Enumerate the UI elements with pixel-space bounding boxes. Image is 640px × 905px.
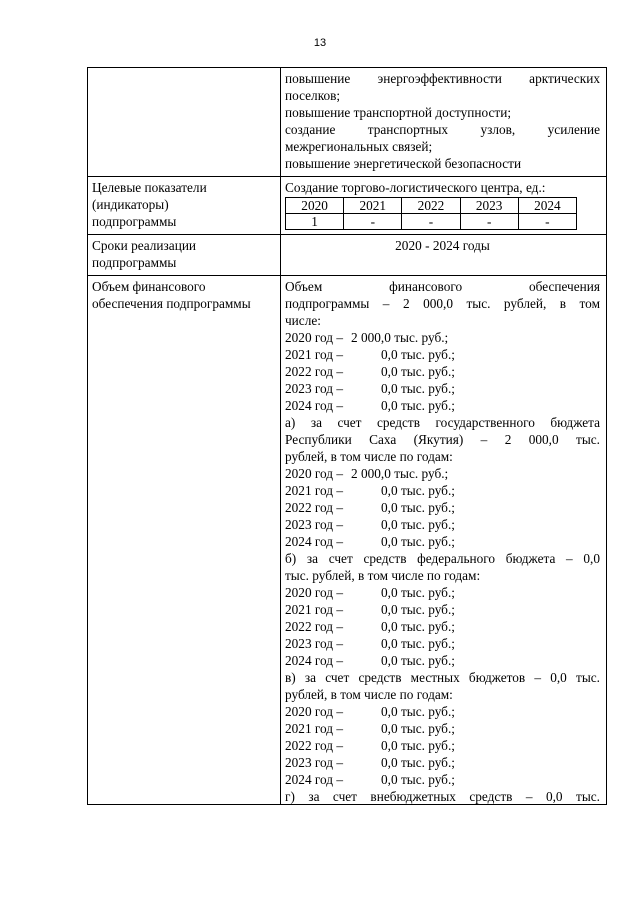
indicator-value: - xyxy=(518,214,576,230)
year-amount: 0,0 тыс. руб.; xyxy=(381,585,455,600)
terms-label: подпрограммы xyxy=(92,255,177,270)
indicator-year: 2024 xyxy=(518,198,576,214)
year-label: 2021 год – xyxy=(285,483,344,498)
finance-text-line: тыс. рублей, в том числе по годам: xyxy=(285,568,481,583)
goal-line: поселков; xyxy=(285,88,341,103)
total-by-year-list xyxy=(285,329,600,414)
local-budget-by-year-list xyxy=(285,703,600,788)
year-amount-line xyxy=(285,737,600,754)
indicators-label-cell xyxy=(88,177,281,235)
page-number: 13 xyxy=(313,37,327,49)
year-label: 2023 год – xyxy=(285,517,344,532)
year-amount: 0,0 тыс. руб.; xyxy=(381,738,455,753)
table-row xyxy=(88,235,607,276)
year-amount-line xyxy=(285,516,600,533)
year-amount: 0,0 тыс. руб.; xyxy=(381,534,455,549)
finance-text-line: г) за счет внебюджетных средств – 0,0 тыс. xyxy=(285,789,600,804)
year-amount: 0,0 тыс. руб.; xyxy=(381,381,455,396)
goal-line: межрегиональных связей; xyxy=(285,139,433,154)
year-label: 2023 год – xyxy=(285,636,344,651)
year-amount: 0,0 тыс. руб.; xyxy=(381,772,455,787)
year-amount-line xyxy=(285,482,600,499)
goals-value-cell xyxy=(281,68,607,177)
year-amount: 0,0 тыс. руб.; xyxy=(381,483,455,498)
indicator-year: 2022 xyxy=(402,198,460,214)
year-amount-line xyxy=(285,499,600,516)
year-amount-line xyxy=(285,754,600,771)
finance-label: обеспечения подпрограммы xyxy=(92,296,251,311)
finance-label-cell xyxy=(88,276,281,805)
federal-budget-by-year-list xyxy=(285,584,600,669)
finance-label: Объем финансового xyxy=(92,279,206,294)
indicator-value: - xyxy=(460,214,518,230)
year-amount-line xyxy=(285,703,600,720)
table-row xyxy=(88,177,607,235)
year-amount: 0,0 тыс. руб.; xyxy=(381,500,455,515)
indicator-year: 2023 xyxy=(460,198,518,214)
goals-label-cell xyxy=(88,68,281,177)
goal-line: повышение энергоэффективности арктических xyxy=(285,71,600,86)
finance-text-line: рублей, в том числе по годам: xyxy=(285,687,453,702)
indicator-year: 2021 xyxy=(344,198,402,214)
year-amount: 0,0 тыс. руб.; xyxy=(381,347,455,362)
year-amount: 0,0 тыс. руб.; xyxy=(381,364,455,379)
subprogram-passport-table xyxy=(87,67,607,805)
year-amount: 2 000,0 тыс. руб.; xyxy=(351,330,449,345)
year-amount-line xyxy=(285,771,600,788)
year-amount: 0,0 тыс. руб.; xyxy=(381,704,455,719)
year-amount-line xyxy=(285,346,600,363)
year-label: 2022 год – xyxy=(285,738,344,753)
year-amount-line xyxy=(285,533,600,550)
indicators-label: Целевые показатели xyxy=(92,180,207,195)
finance-text-line-cut xyxy=(285,788,600,804)
year-amount-line xyxy=(285,652,600,669)
indicator-caption: Создание торгово-логистического центра, ед.: xyxy=(285,180,546,195)
year-label: 2023 год – xyxy=(285,755,344,770)
year-label: 2021 год – xyxy=(285,721,344,736)
indicator-table xyxy=(285,197,577,230)
goal-line: повышение транспортной доступности; xyxy=(285,105,512,120)
indicator-value: - xyxy=(402,214,460,230)
year-amount-line xyxy=(285,720,600,737)
table-row xyxy=(88,68,607,177)
year-amount-line xyxy=(285,584,600,601)
year-label: 2023 год – xyxy=(285,381,344,396)
year-label: 2020 год – xyxy=(285,330,344,345)
year-amount: 0,0 тыс. руб.; xyxy=(381,398,455,413)
indicators-label: (индикаторы) xyxy=(92,197,169,212)
year-amount: 2 000,0 тыс. руб.; xyxy=(351,466,449,481)
finance-text-line: Объем финансового обеспечения xyxy=(285,279,600,294)
terms-value-cell xyxy=(281,235,607,276)
indicator-values-row xyxy=(286,214,577,230)
year-amount-line xyxy=(285,363,600,380)
finance-text-line: Республики Саха (Якутия) – 2 000,0 тыс. xyxy=(285,432,600,447)
terms-label: Сроки реализации xyxy=(92,238,197,253)
indicators-label: подпрограммы xyxy=(92,214,177,229)
year-amount: 0,0 тыс. руб.; xyxy=(381,721,455,736)
finance-text-line: рублей, в том числе по годам: xyxy=(285,449,453,464)
indicator-years-row xyxy=(286,198,577,214)
year-amount: 0,0 тыс. руб.; xyxy=(381,636,455,651)
year-label: 2024 год – xyxy=(285,534,344,549)
year-label: 2020 год – xyxy=(285,704,344,719)
year-label: 2022 год – xyxy=(285,500,344,515)
year-amount-line xyxy=(285,465,600,482)
finance-text-line: б) за счет средств федерального бюджета – 0,0 xyxy=(285,551,600,566)
year-amount-line xyxy=(285,635,600,652)
year-label: 2022 год – xyxy=(285,619,344,634)
year-label: 2022 год – xyxy=(285,364,344,379)
year-label: 2020 год – xyxy=(285,585,344,600)
finance-text-line: а) за счет средств государственного бюджета xyxy=(285,415,600,430)
terms-label-cell xyxy=(88,235,281,276)
year-amount-line xyxy=(285,601,600,618)
state-budget-by-year-list xyxy=(285,465,600,550)
year-label: 2021 год – xyxy=(285,347,344,362)
year-label: 2020 год – xyxy=(285,466,344,481)
finance-value-cell xyxy=(281,276,607,805)
indicator-year: 2020 xyxy=(286,198,344,214)
goal-line: повышение энергетической безопасности xyxy=(285,156,522,171)
year-amount: 0,0 тыс. руб.; xyxy=(381,517,455,532)
year-amount: 0,0 тыс. руб.; xyxy=(381,755,455,770)
finance-text-line: подпрограммы – 2 000,0 тыс. рублей, в том xyxy=(285,296,600,311)
finance-text-line: в) за счет средств местных бюджетов – 0,0 тыс. xyxy=(285,670,600,685)
year-label: 2021 год – xyxy=(285,602,344,617)
year-amount-line xyxy=(285,397,600,414)
year-label: 2024 год – xyxy=(285,772,344,787)
indicator-value: 1 xyxy=(286,214,344,230)
year-amount: 0,0 тыс. руб.; xyxy=(381,602,455,617)
year-amount-line xyxy=(285,618,600,635)
indicators-value-cell xyxy=(281,177,607,235)
year-amount-line xyxy=(285,329,600,346)
year-amount: 0,0 тыс. руб.; xyxy=(381,653,455,668)
year-amount-line xyxy=(285,380,600,397)
year-label: 2024 год – xyxy=(285,398,344,413)
year-amount: 0,0 тыс. руб.; xyxy=(381,619,455,634)
indicator-value: - xyxy=(344,214,402,230)
year-label: 2024 год – xyxy=(285,653,344,668)
table-row xyxy=(88,276,607,805)
finance-text-line: числе: xyxy=(285,313,321,328)
goal-line: создание транспортных узлов, усиление xyxy=(285,122,600,137)
terms-value: 2020 - 2024 годы xyxy=(395,238,490,253)
